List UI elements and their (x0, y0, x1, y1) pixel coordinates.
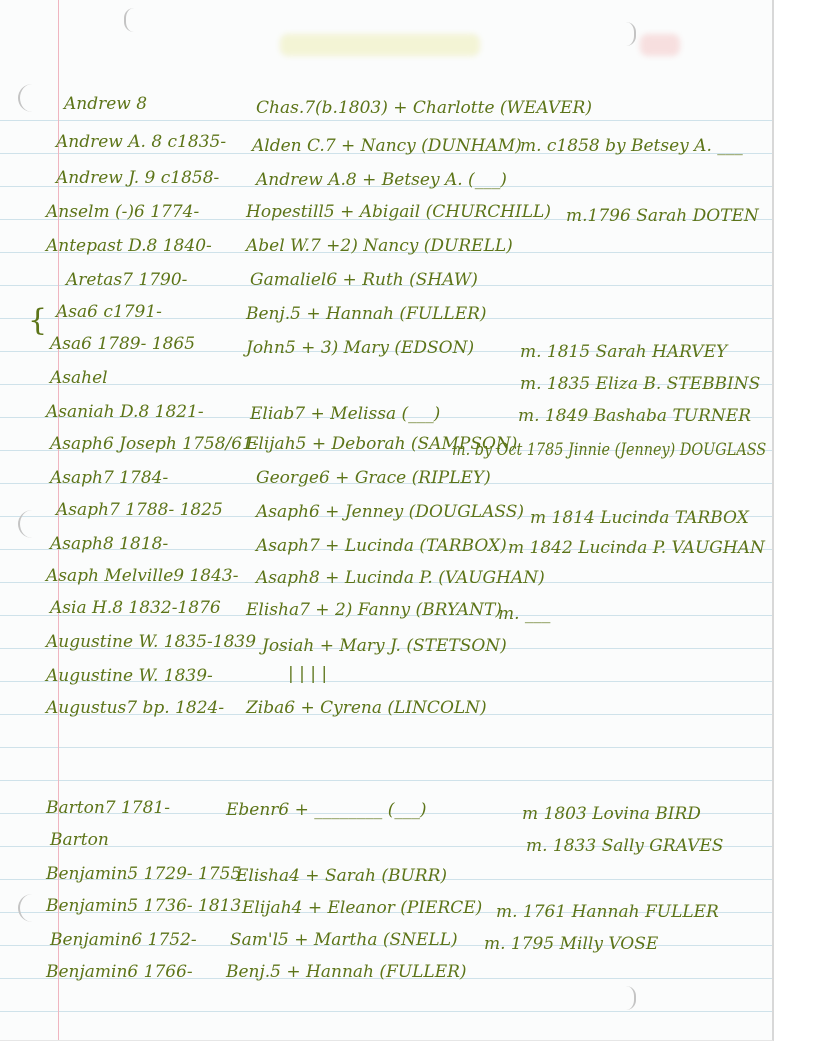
punch-hole-middle (18, 510, 34, 538)
entry-parents: John5 + 3) Mary (EDSON) (246, 338, 475, 358)
entry-parents: Benj.5 + Hannah (FULLER) (246, 304, 487, 324)
entry-spouse: m.1796 Sarah DOTEN (566, 206, 759, 226)
entry-spouse: m. 1761 Hannah FULLER (496, 902, 719, 922)
entry-spouse: m 1814 Lucinda TARBOX (530, 508, 749, 528)
entry-spouse: m. 1833 Sally GRAVES (526, 836, 724, 856)
bleed-through-mark (280, 34, 480, 56)
entry-name: Andrew 8 (64, 94, 148, 114)
entry-spouse: m. 1795 Milly VOSE (484, 934, 659, 954)
entry-parents: Elijah5 + Deborah (SAMPSON) (246, 434, 518, 454)
entry-spouse: m. 1835 Eliza B. STEBBINS (520, 374, 761, 394)
punch-hole-top (18, 84, 34, 112)
entry-parents: Elijah4 + Eleanor (PIERCE) (242, 898, 483, 918)
entry-name: Augustine W. 1839- (46, 666, 213, 686)
entry-name: Aretas7 1790- (66, 270, 188, 290)
entry-parents: Andrew A.8 + Betsey A. (___) (256, 170, 507, 190)
entry-name: Benjamin6 1752- (50, 930, 197, 950)
rule-line (0, 747, 772, 748)
rule-line (0, 120, 772, 121)
punch-hole-bottom (18, 894, 34, 922)
bleed-through-stain (640, 34, 680, 56)
entry-name: Asaph6 Joseph 1758/61- (50, 434, 259, 454)
entry-parents: Abel W.7 +2) Nancy (DURELL) (246, 236, 513, 256)
entry-parents: Ziba6 + Cyrena (LINCOLN) (246, 698, 487, 718)
entry-name: Asaniah D.8 1821- (46, 402, 204, 422)
binder-mark-bottom-right (626, 986, 636, 1010)
entry-parents: Asaph8 + Lucinda P. (VAUGHAN) (256, 568, 545, 588)
entry-parents: Elisha4 + Sarah (BURR) (236, 866, 448, 886)
entry-name: Anselm (-)6 1774- (46, 202, 200, 222)
entry-name: Asaph7 1784- (50, 468, 169, 488)
entry-name: Asa6 c1791- (56, 302, 162, 322)
rule-line (0, 780, 772, 781)
entry-name: Asaph Melville9 1843- (46, 566, 239, 586)
entry-spouse: m 1803 Lovina BIRD (522, 804, 701, 824)
entry-name: Asia H.8 1832-1876 (50, 598, 221, 618)
entry-spouse: m. by Oct 1785 Jinnie (Jenney) DOUGLASS (452, 440, 767, 460)
entry-spouse: m. 1849 Bashaba TURNER (518, 406, 752, 426)
entry-parents: Hopestill5 + Abigail (CHURCHILL) (246, 202, 551, 222)
entry-name: Asaph8 1818- (50, 534, 169, 554)
entry-name: Barton (50, 830, 109, 850)
entry-parents: Elisha7 + 2) Fanny (BRYANT) (246, 600, 502, 620)
entry-name: Andrew J. 9 c1858- (56, 168, 220, 188)
entry-name: Asahel (50, 368, 108, 388)
bracket-mark: { (28, 303, 48, 338)
entry-parents: George6 + Grace (RIPLEY) (256, 468, 491, 488)
entry-parents: Josiah + Mary J. (STETSON) (262, 636, 507, 656)
entry-name: Benjamin6 1766- (46, 962, 193, 982)
entry-parents: Sam'l5 + Martha (SNELL) (230, 930, 458, 950)
binder-mark-top-right (626, 22, 636, 46)
entry-name: Augustus7 bp. 1824- (46, 698, 225, 718)
entry-name: Benjamin5 1736- 1813 (46, 896, 242, 916)
margin-line (58, 0, 59, 1040)
entry-parents: Asaph7 + Lucinda (TARBOX) (256, 536, 507, 556)
entry-name: Barton7 1781- (46, 798, 170, 818)
entry-name: Asaph7 1788- 1825 (56, 500, 223, 520)
entry-parents: Eliab7 + Melissa (___) (250, 404, 441, 424)
entry-spouse: m. 1815 Sarah HARVEY (520, 342, 728, 362)
binder-mark-top-left (124, 8, 134, 32)
entry-name: Benjamin5 1729- 1755 (46, 864, 242, 884)
entry-spouse: m. ___ (498, 604, 551, 624)
entry-parents: Chas.7(b.1803) + Charlotte (WEAVER) (256, 98, 592, 118)
entry-spouse: m. c1858 by Betsey A. ___ (520, 136, 743, 156)
entry-name: Augustine W. 1835-1839 (46, 632, 257, 652)
entry-parents: Benj.5 + Hannah (FULLER) (226, 962, 467, 982)
rule-line (0, 1011, 772, 1012)
entry-parents: Alden C.7 + Nancy (DUNHAM) (252, 136, 522, 156)
entry-spouse: m 1842 Lucinda P. VAUGHAN (508, 538, 765, 558)
entry-parents: Ebenr6 + ________ (___) (226, 800, 427, 820)
entry-parents: Gamaliel6 + Ruth (SHAW) (250, 270, 478, 290)
entry-name: Andrew A. 8 c1835- (56, 132, 227, 152)
entry-name: Antepast D.8 1840- (46, 236, 212, 256)
entry-parents: | | | | (288, 664, 328, 684)
entry-parents: Asaph6 + Jenney (DOUGLASS) (256, 502, 524, 522)
entry-name: Asa6 1789- 1865 (50, 334, 196, 354)
